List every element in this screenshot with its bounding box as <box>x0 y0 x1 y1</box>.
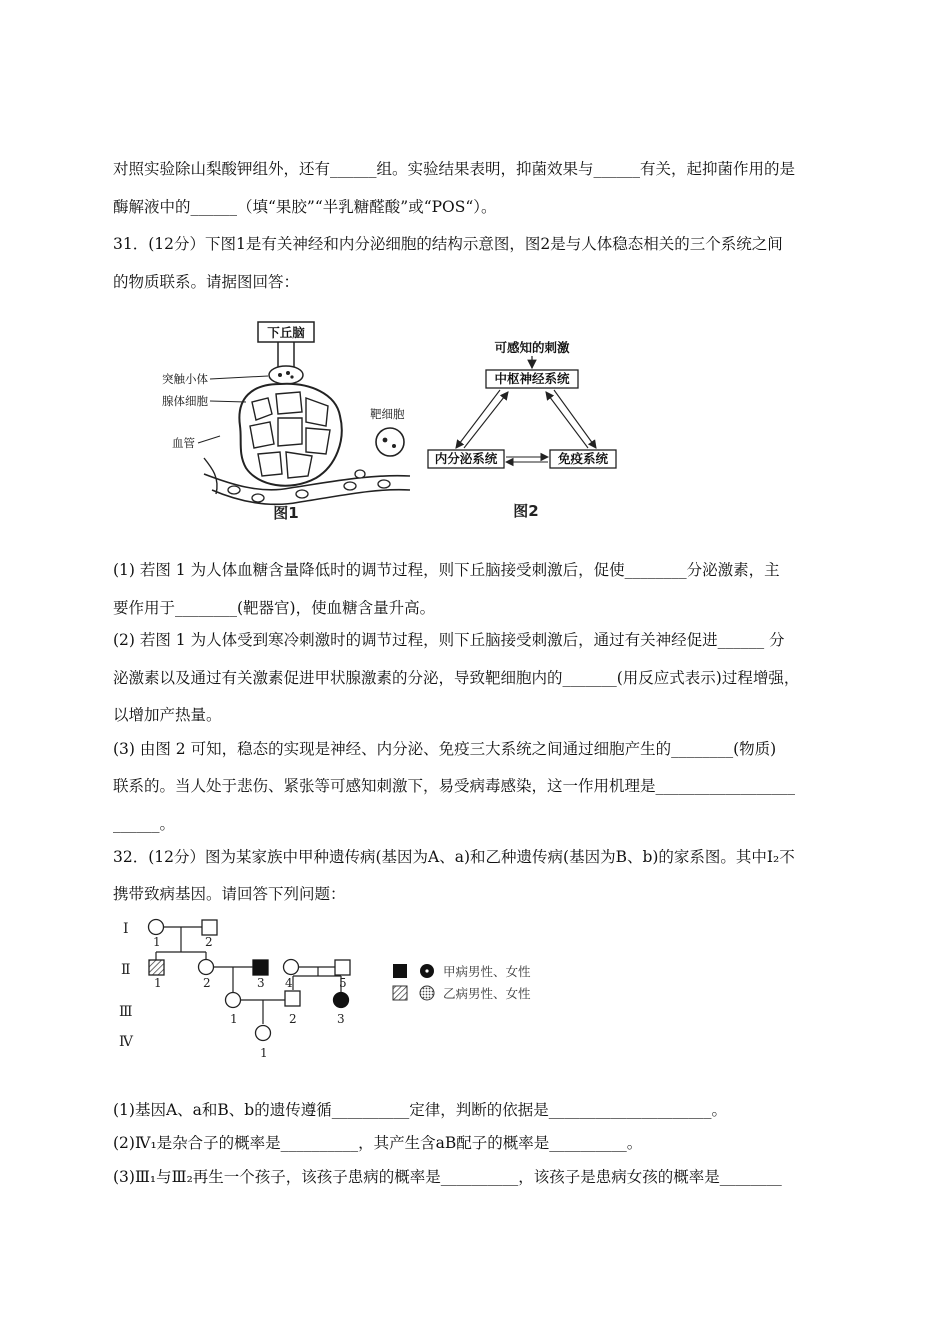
q31-intro-line-2: 的物质联系。请据图回答： <box>113 273 300 291</box>
q32-intro-line-1: 32．(12分）图为某家族中甲种遗传病(基因为A、a)和乙种遗传病(基因为B、b)的家系图。其中Ⅰ₂不 <box>113 848 795 866</box>
q30-text-line-1: 对照实验除山梨酸钾组外，还有______组。实验结果表明，抑菌效果与______有关，起抑菌作用的是 <box>113 160 796 178</box>
generation-III-label: Ⅲ <box>119 1004 133 1020</box>
target-cell-label: 靶细胞 <box>370 407 405 421</box>
cns-label: 中枢神经系统 <box>494 371 570 386</box>
q32-intro-line-2: 携带致病基因。请回答下列问题： <box>113 885 346 903</box>
III-1-number: 1 <box>230 1012 238 1026</box>
II-4-number: 4 <box>285 976 293 990</box>
q31-part3-line-3: ______。 <box>113 815 176 833</box>
target-cell-shape <box>376 428 404 456</box>
III-2-male <box>285 991 300 1006</box>
q31-intro-line-1: 31．(12分）下图1是有关神经和内分泌细胞的结构示意图，图2是与人体稳态相关的三个系统之间 <box>113 235 783 253</box>
generation-I-label: Ⅰ <box>123 921 129 937</box>
immune-label: 免疫系统 <box>557 451 609 466</box>
III-3-number: 3 <box>337 1012 345 1026</box>
stimulus-label: 可感知的刺激 <box>494 340 570 355</box>
generation-IV-label: Ⅳ <box>119 1034 133 1050</box>
legend-disease-b-label: 乙病男性、女性 <box>443 986 531 1001</box>
legend-disease-a-male-icon <box>393 964 407 978</box>
q30-text-line-2: 酶解液中的______（填“果胶”“半乳糖醛酸”或“POS“）。 <box>113 198 497 216</box>
q31-part2-line-1: (2) 若图 1 为人体受到寒冷刺激时的调节过程，则下丘脑接受刺激后，通过有关神经促进______ 分 <box>113 631 785 649</box>
blood-vessel-lower-wall <box>212 490 410 505</box>
blood-vessel-label: 血管 <box>172 436 195 450</box>
q32-part3: (3)Ⅲ₁与Ⅲ₂再生一个孩子，该孩子患病的概率是__________，该孩子是患病女孩的概率是________ <box>113 1168 782 1186</box>
II-5-number: 5 <box>339 976 347 990</box>
legend-disease-b-female-icon <box>420 986 434 1000</box>
II-5-male <box>335 960 350 975</box>
figure-1-neuroendocrine <box>160 318 420 526</box>
II-1-male-disease-b <box>149 960 164 975</box>
q32-part2: (2)Ⅳ₁是杂合子的概率是__________，其产生含aB配子的概率是__________。 <box>113 1134 643 1152</box>
III-3-female-disease-a <box>334 993 349 1008</box>
II-2-number: 2 <box>203 976 211 990</box>
q31-part2-line-3: 以增加产热量。 <box>113 706 222 724</box>
q31-part3-line-2: 联系的。当人处于悲伤、紧张等可感知刺激下，易受病毒感染，这一作用机理是__________________ <box>113 777 796 795</box>
II-3-male-disease-a <box>253 960 268 975</box>
figure-2-system-links <box>420 338 630 524</box>
figure-2-caption: 图2 <box>513 502 539 520</box>
II-3-number: 3 <box>257 976 265 990</box>
II-4-female <box>284 960 299 975</box>
generation-II-label: Ⅱ <box>121 962 131 978</box>
I-1-female <box>149 920 164 935</box>
I-2-male <box>202 920 217 935</box>
pedigree-chart <box>113 912 573 1082</box>
I-1-number: 1 <box>153 935 161 949</box>
q32-part1: (1)基因A、a和B、b的遗传遵循__________定律，判断的依据是_____________________。 <box>113 1101 727 1119</box>
I-2-number: 2 <box>205 935 213 949</box>
II-2-female <box>199 960 214 975</box>
q31-part3-line-1: (3) 由图 2 可知，稳态的实现是神经、内分泌、免疫三大系统之间通过细胞产生的________(物质) <box>113 740 777 758</box>
synaptic-body-shape <box>269 366 303 384</box>
legend-disease-b-male-icon <box>393 986 407 1000</box>
q31-part2-line-2: 泌激素以及通过有关激素促进甲状腺激素的分泌，导致靶细胞内的_______(用反应式表示)过程增强， <box>113 669 800 687</box>
gland-cell-cluster <box>239 384 341 486</box>
III-2-number: 2 <box>289 1012 297 1026</box>
gland-cell-label: 腺体细胞 <box>162 394 208 408</box>
III-1-female <box>226 993 241 1008</box>
hypothalamus-label: 下丘脑 <box>267 325 305 340</box>
synaptic-body-label: 突触小体 <box>162 372 208 386</box>
q31-part1-line-1: (1) 若图 1 为人体血糖含量降低时的调节过程，则下丘脑接受刺激后，促使________分泌激素，主 <box>113 561 780 579</box>
legend-disease-a-label: 甲病男性、女性 <box>443 964 531 979</box>
q31-part1-line-2: 要作用于________(靶器官)，使血糖含量升高。 <box>113 599 436 617</box>
IV-1-number: 1 <box>260 1046 268 1060</box>
figure-1-caption: 图1 <box>273 504 299 522</box>
II-1-number: 1 <box>154 976 162 990</box>
endocrine-label: 内分泌系统 <box>434 451 498 466</box>
IV-1-female <box>256 1026 271 1041</box>
